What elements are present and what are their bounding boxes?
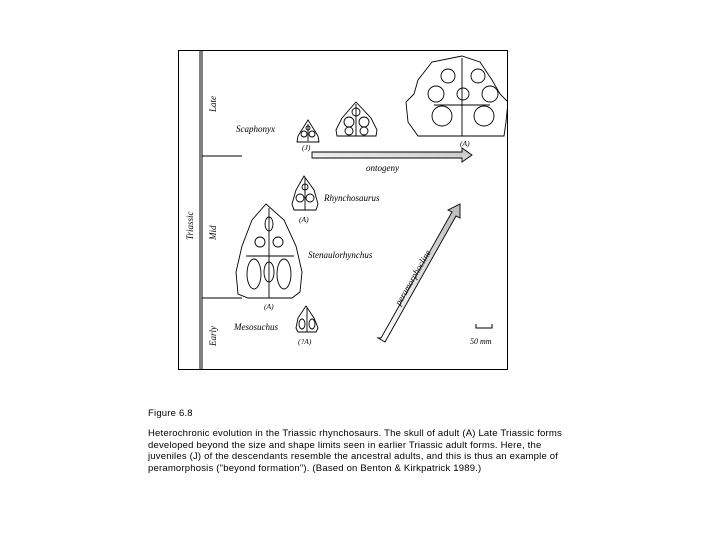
- taxon-mesosuchus: Mesosuchus: [234, 322, 278, 332]
- caption-line: peramorphosis ("beyond formation"). (Based on Benton & Kirkpatrick 1989.): [148, 462, 482, 474]
- label-scaphonyx-juvenile: (J): [302, 143, 311, 152]
- skull-rhynchosaurus: [292, 176, 318, 210]
- skull-scaphonyx-juvenile: [297, 120, 319, 142]
- rhynchosaur-heterochrony-diagram: [178, 50, 508, 370]
- stage-label-late: Late: [208, 95, 218, 112]
- skull-scaphonyx-adult: [406, 56, 508, 136]
- label-scaphonyx-adult: (A): [460, 139, 470, 148]
- figure-caption-title: Figure 6.8: [148, 408, 193, 419]
- skull-stenaulorhynchus: [236, 204, 302, 298]
- stage-label-mid: Mid: [208, 225, 218, 240]
- figure-caption-body: [148, 428, 588, 474]
- label-stenaulorhynchus-adult: (A): [264, 302, 274, 311]
- taxon-stenaulorhynchus: Stenaulorhynchus: [308, 250, 373, 260]
- label-rhynchosaurus-adult: (A): [299, 215, 309, 224]
- label-mesosuchus-adult: (?A): [298, 337, 312, 346]
- ontogeny-label: ontogeny: [366, 163, 399, 173]
- caption-line: Heterochronic evolution in the Triassic rhynchosaurs. The skull of adult (A) Late Triassic forms: [148, 428, 562, 439]
- peramorphocline-label: peramorphocline: [393, 248, 433, 307]
- caption-line: juveniles (J) of the descendants resemble the ancestral adults, and this is thus an example of: [148, 451, 559, 463]
- skull-mesosuchus: [296, 306, 318, 332]
- scale-bar: [476, 324, 492, 328]
- scale-bar-label: 50 mm: [470, 337, 492, 346]
- ontogeny-arrow: [312, 148, 472, 162]
- skull-scaphonyx-subadult: [336, 102, 377, 136]
- stage-label-early: Early: [208, 326, 218, 346]
- taxon-rhynchosaurus: Rhynchosaurus: [324, 193, 380, 203]
- taxon-scaphonyx: Scaphonyx: [236, 124, 275, 134]
- period-label: Triassic: [185, 211, 195, 240]
- caption-line: developed beyond the size and shape limits seen in earlier Triassic adult forms. Here, the: [148, 439, 542, 451]
